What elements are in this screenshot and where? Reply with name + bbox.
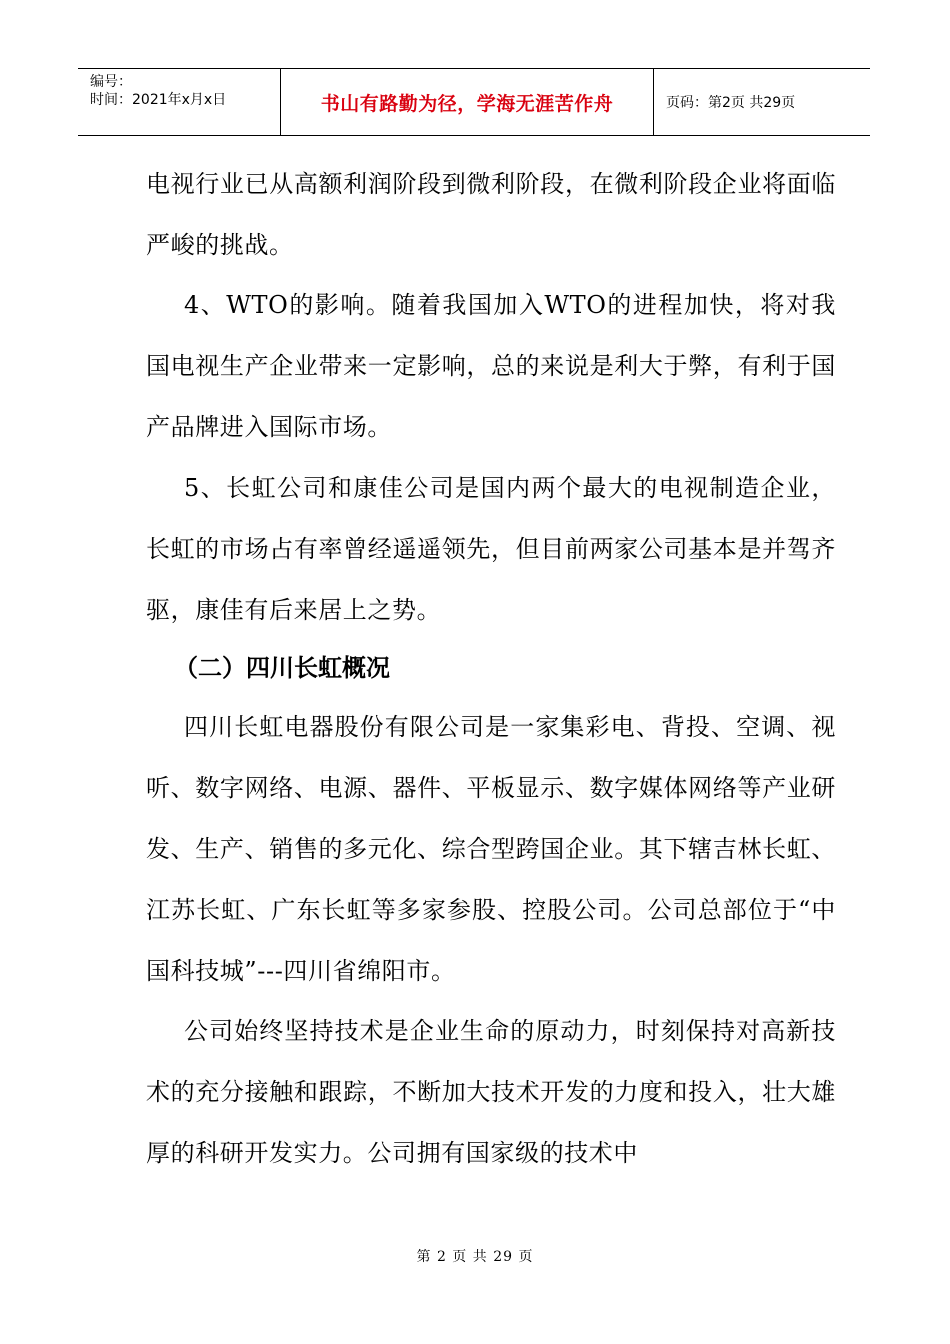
document-number-label: 编号： — [90, 74, 132, 90]
header-page-info: 页码：第2页 共29页 — [666, 95, 796, 111]
header-motto: 书山有路勤为径，学海无涯苦作舟 — [320, 92, 614, 115]
paragraph-competition: 5、长虹公司和康佳公司是国内两个最大的电视制造企业，长虹的市场占有率曾经遥遥领先，但目前两家公司基本是并驾齐驱，康佳有后来居上之势。 — [146, 474, 836, 624]
paragraph-company-overview: 四川长虹电器股份有限公司是一家集彩电、背投、空调、视听、数字网络、电源、器件、平板显示、数字媒体网络等产业研发、生产、销售的多元化、综合型跨国企业。其下辖吉林长虹、江苏长虹、广东长虹等多家参股、控股公司。公司总部位于“中国科技城”---四川省绵阳市。 — [146, 713, 836, 985]
page-header — [78, 68, 870, 136]
page-footer: 第 2 页 共 29 页 — [416, 1249, 534, 1265]
section-heading: （二）四川长虹概况 — [174, 654, 390, 682]
paragraph-technology: 公司始终坚持技术是企业生命的原动力，时刻保持对高新技术的充分接触和跟踪，不断加大技术开发的力度和投入，壮大雄厚的科研开发实力。公司拥有国家级的技术中 — [146, 1017, 836, 1167]
document-date: 时间：2021年x月x日 — [90, 92, 227, 108]
header-motto-cell — [281, 69, 654, 135]
header-page-cell — [654, 69, 870, 135]
paragraph-wto: 4、WTO的影响。随着我国加入WTO的进程加快，将对我国电视生产企业带来一定影响，总的来说是利大于弊，有利于国产品牌进入国际市场。 — [146, 291, 836, 441]
header-meta-cell — [78, 69, 281, 135]
paragraph-1: 电视行业已从高额利润阶段到微利阶段，在微利阶段企业将面临严峻的挑战。 — [146, 170, 836, 259]
